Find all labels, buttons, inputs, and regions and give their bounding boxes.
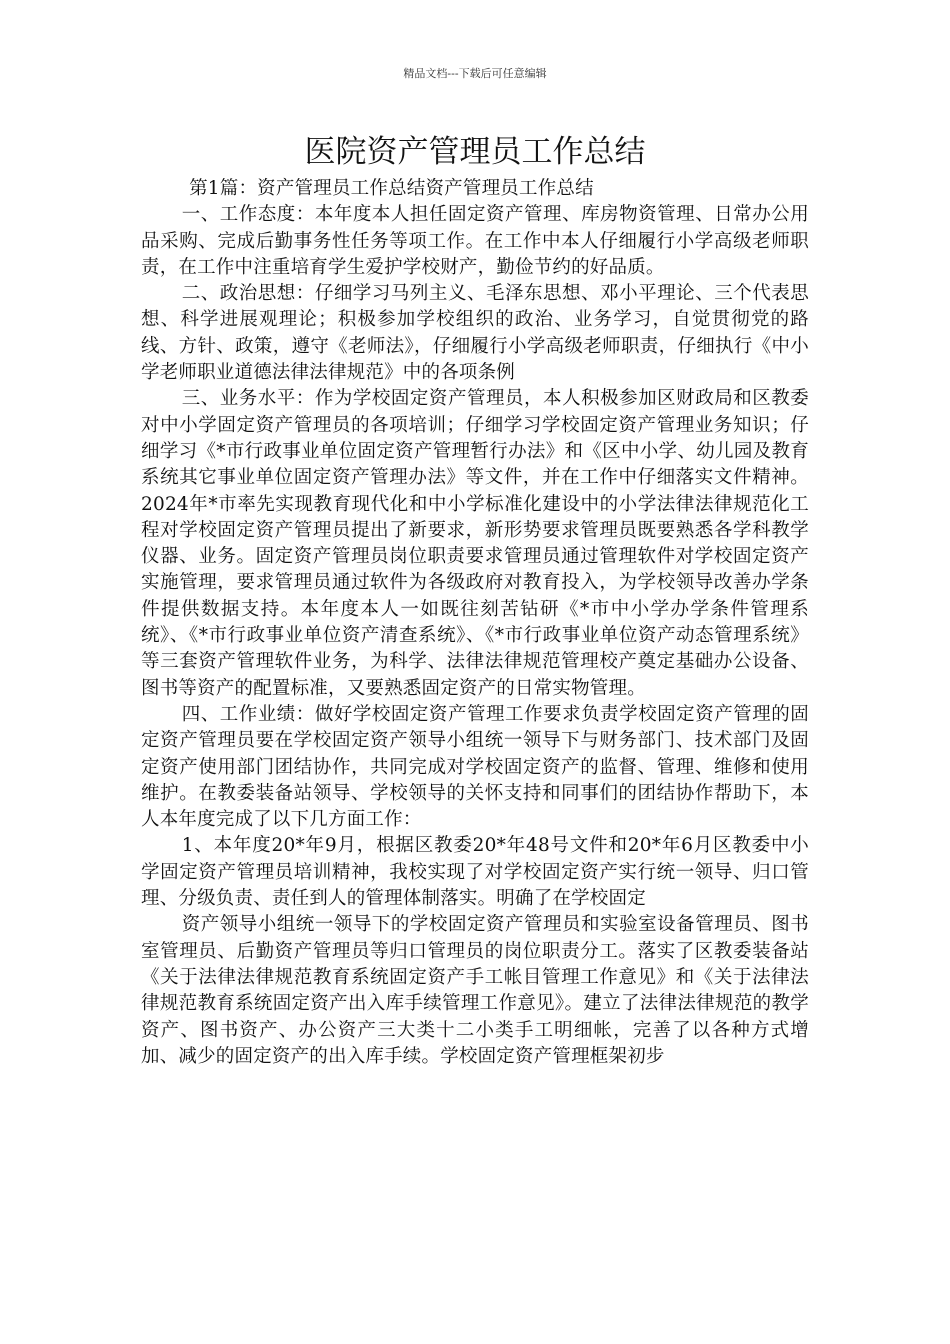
paragraph-business-level: 三、业务水平：作为学校固定资产管理员，本人积极参加区财政局和区教委对中小学固定资产管理员的各项培训；仔细学习学校固定资产管理业务知识；仔细学习《*市行政事业单位固定资产管理暂行办法》和《区中小学、幼儿园及教育系统其它事业单位固定资产管理办法》等文件，并在工作中仔细落实文件精神。2024年*市率先实现教育现代化和中小学标准化建设中的小学法律法律规范化工程对学校固定资产管理员提出了新要求，新形势要求管理员既要熟悉各学科教学仪器、业务。固定资产管理员岗位职责要求管理员通过管理软件对学校固定资产实施管理，要求管理员通过软件为各级政府对教育投入，为学校领导改善办学条件提供数据支持。本年度本人一如既往刻苦钻研《*市中小学办学条件管理系统》、《*市行政事业单位资产清查系统》、《*市行政事业单位资产动态管理系统》等三套资产管理软件业务，为科学、法律法律规范管理校产奠定基础办公设备、图书等资产的配置标准，又要熟悉固定资产的日常实物管理。 (141, 388, 809, 699)
header-note: 精品文档---下载后可任意编辑 (403, 67, 547, 80)
paragraph-work-attitude: 一、工作态度：本年度本人担任固定资产管理、库房物资管理、日常办公用品采购、完成后勤事务性任务等项工作。在工作中本人仔细履行小学高级老师职责，在工作中注重培育学生爱护学校财产，勤俭节约的好品质。 (141, 204, 809, 278)
document-title: 医院资产管理员工作总结 (304, 134, 646, 170)
document-body (141, 176, 809, 1070)
chapter-heading: 第1篇：资产管理员工作总结资产管理员工作总结 (189, 178, 594, 199)
paragraph-work-performance: 四、工作业绩：做好学校固定资产管理工作要求负责学校固定资产管理的固定资产管理员要在学校固定资产领导小组统一领导下与财务部门、技术部门及固定资产使用部门团结协作，共同完成对学校固定资产的监督、管理、维修和使用维护。在教委装备站领导、学校领导的关怀支持和同事们的团结协作帮助下，本人本年度完成了以下几方面工作： (141, 703, 809, 831)
paragraph-asset-leadership: 资产领导小组统一领导下的学校固定资产管理员和实验室设备管理员、图书室管理员、后勤资产管理员等归口管理员的岗位职责分工。落实了区教委装备站《关于法律法律规范教育系统固定资产手工帐目管理工作意见》和《关于法律法律规范教育系统固定资产出入库手续管理工作意见》。建立了法律法律规范的教学资产、图书资产、办公资产三大类十二小类手工明细帐，完善了以各种方式增加、减少的固定资产的出入库手续。学校固定资产管理框架初步 (141, 914, 809, 1067)
paragraph-political-thought: 二、政治思想：仔细学习马列主义、毛泽东思想、邓小平理论、三个代表思想、科学进展观理论；积极参加学校组织的政治、业务学习，自觉贯彻党的路线、方针、政策，遵守《老师法》，仔细履行小学高级老师职责，仔细执行《中小学老师职业道德法律法律规范》中的各项条例 (141, 283, 809, 384)
paragraph-item-1: 1、本年度20*年9月，根据区教委20*年48号文件和20*年6月区教委中小学固定资产管理员培训精神，我校实现了对学校固定资产实行统一领导、归口管理、分级负责、责任到人的管理体制落实。明确了在学校固定 (141, 835, 809, 910)
